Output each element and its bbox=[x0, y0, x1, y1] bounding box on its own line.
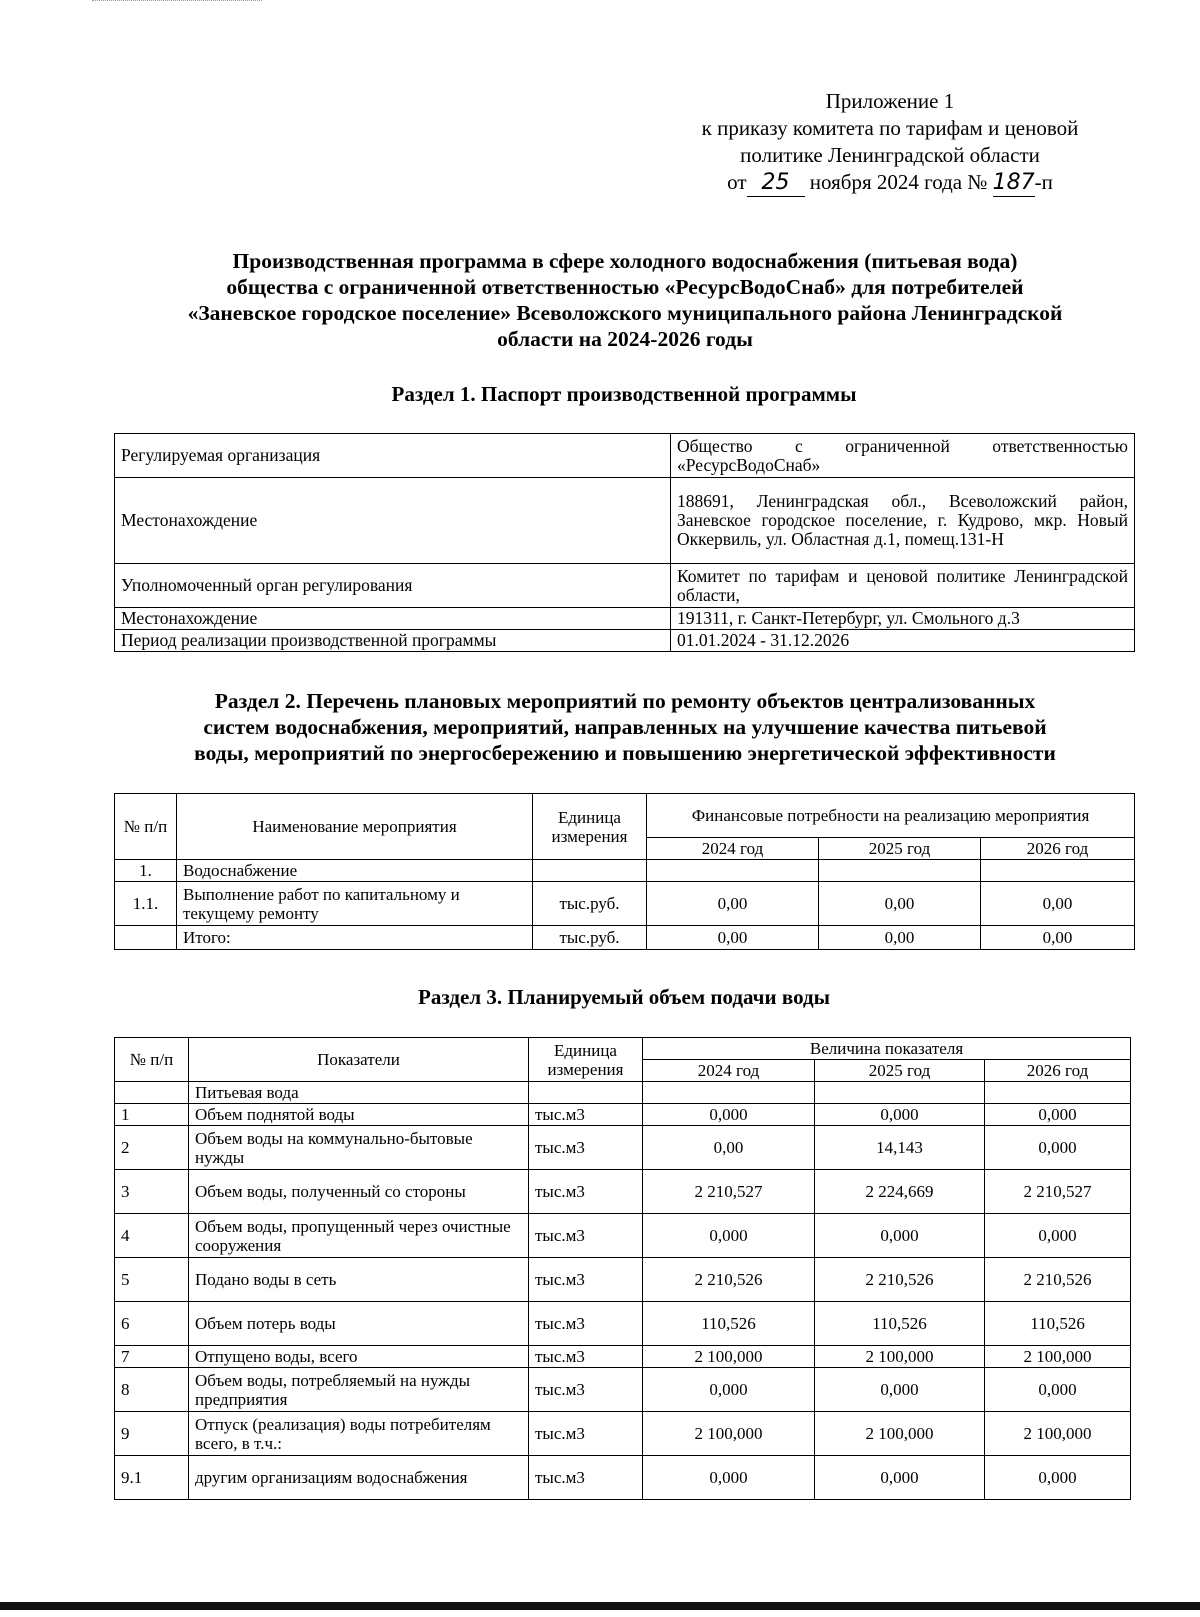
water-volume-table bbox=[114, 1037, 1131, 1500]
handwritten-number: 187 bbox=[992, 170, 1035, 195]
cell-2026: 2 100,000 bbox=[985, 1412, 1131, 1456]
header-num: № п/п bbox=[115, 794, 177, 860]
cell-2026: 0,000 bbox=[985, 1126, 1131, 1170]
cell-2026: 2 210,527 bbox=[985, 1170, 1131, 1214]
appendix-block bbox=[640, 88, 1140, 197]
cell-2025: 0,000 bbox=[815, 1214, 985, 1258]
passport-label: Регулируемая организация bbox=[115, 434, 671, 478]
handwritten-day: 25 bbox=[747, 169, 805, 197]
cell-unit: тыс.м3 bbox=[529, 1170, 643, 1214]
date-prefix: от bbox=[727, 170, 747, 194]
cell-2024: 0,00 bbox=[643, 1126, 815, 1170]
table-row bbox=[115, 1368, 1131, 1412]
cell-num: 5 bbox=[115, 1258, 189, 1302]
passport-value: Комитет по тарифам и ценовой политике Ленинградской области, bbox=[671, 564, 1135, 608]
passport-value: 188691, Ленинградская обл., Всеволожский район, Заневское городское поселение, г. Кудрово, мкр. Новый Оккервиль, ул. Областная д.1, помещ.131-Н bbox=[671, 478, 1135, 564]
cell-num: 8 bbox=[115, 1368, 189, 1412]
passport-table bbox=[114, 433, 1135, 652]
header-2026: 2026 год bbox=[981, 838, 1135, 860]
header-name: Наименование мероприятия bbox=[177, 794, 533, 860]
table-row bbox=[115, 860, 1135, 882]
cell-2024: 2 210,527 bbox=[643, 1170, 815, 1214]
cell-name: другим организациям водоснабжения bbox=[189, 1456, 529, 1500]
cell-num: 4 bbox=[115, 1214, 189, 1258]
cell-2026 bbox=[981, 860, 1135, 882]
table-row bbox=[115, 1126, 1131, 1170]
cell-2026: 0,000 bbox=[985, 1104, 1131, 1126]
cell-2024: 2 210,526 bbox=[643, 1258, 815, 1302]
table-row bbox=[115, 434, 1135, 478]
passport-label: Местонахождение bbox=[115, 478, 671, 564]
cell-2025: 0,00 bbox=[819, 882, 981, 926]
cell-2026 bbox=[985, 1082, 1131, 1104]
cell-2025 bbox=[819, 860, 981, 882]
table-row bbox=[115, 478, 1135, 564]
cell-num bbox=[115, 1082, 189, 1104]
cell-2026: 0,00 bbox=[981, 882, 1135, 926]
cell-name: Объем потерь воды bbox=[189, 1302, 529, 1346]
cell-2025: 0,000 bbox=[815, 1456, 985, 1500]
cell-2025: 2 100,000 bbox=[815, 1346, 985, 1368]
section2-heading bbox=[120, 688, 1130, 766]
table-row bbox=[115, 1412, 1131, 1456]
table-row bbox=[115, 1214, 1131, 1258]
appendix-title: Приложение 1 bbox=[825, 89, 955, 113]
cell-2025 bbox=[815, 1082, 985, 1104]
cell-unit: тыс.м3 bbox=[529, 1258, 643, 1302]
cell-num: 6 bbox=[115, 1302, 189, 1346]
cell-name: Отпуск (реализация) воды потребителям всего, в т.ч.: bbox=[189, 1412, 529, 1456]
cell-2024: 110,526 bbox=[643, 1302, 815, 1346]
table-row bbox=[115, 564, 1135, 608]
scan-artifact bbox=[92, 0, 262, 5]
title-line-4: области на 2024-2026 годы bbox=[497, 327, 753, 351]
measures-table bbox=[114, 793, 1135, 950]
cell-num: 1. bbox=[115, 860, 177, 882]
table-row bbox=[115, 1302, 1131, 1346]
cell-num bbox=[115, 926, 177, 950]
passport-value: Общество с ограниченной ответственностью «РесурсВодоСнаб» bbox=[671, 434, 1135, 478]
cell-unit: тыс.м3 bbox=[529, 1126, 643, 1170]
cell-num: 2 bbox=[115, 1126, 189, 1170]
cell-2024 bbox=[647, 860, 819, 882]
section1-heading: Раздел 1. Паспорт производственной программы bbox=[391, 382, 857, 406]
section2-heading-line-2: систем водоснабжения, мероприятий, направленных на улучшение качества питьевой bbox=[203, 715, 1047, 739]
cell-2026: 2 100,000 bbox=[985, 1346, 1131, 1368]
cell-2025: 0,000 bbox=[815, 1368, 985, 1412]
header-2024: 2024 год bbox=[647, 838, 819, 860]
cell-name: Питьевая вода bbox=[189, 1082, 529, 1104]
cell-2024: 0,00 bbox=[647, 882, 819, 926]
header-2025: 2025 год bbox=[815, 1060, 985, 1082]
cell-unit bbox=[533, 860, 647, 882]
cell-2025: 2 210,526 bbox=[815, 1258, 985, 1302]
cell-unit bbox=[529, 1082, 643, 1104]
passport-value: 01.01.2024 - 31.12.2026 bbox=[671, 630, 1135, 652]
header-2026: 2026 год bbox=[985, 1060, 1131, 1082]
cell-unit: тыс.м3 bbox=[529, 1456, 643, 1500]
passport-label: Местонахождение bbox=[115, 608, 671, 630]
table-row bbox=[115, 926, 1135, 950]
title-line-1: Производственная программа в сфере холодного водоснабжения (питьевая вода) bbox=[232, 249, 1018, 273]
cell-unit: тыс.руб. bbox=[533, 926, 647, 950]
cell-unit: тыс.м3 bbox=[529, 1302, 643, 1346]
header-value: Величина показателя bbox=[643, 1038, 1131, 1060]
cell-2025: 0,000 bbox=[815, 1104, 985, 1126]
cell-2025: 2 100,000 bbox=[815, 1412, 985, 1456]
cell-2026: 0,000 bbox=[985, 1368, 1131, 1412]
cell-2025: 0,00 bbox=[819, 926, 981, 950]
cell-2024: 2 100,000 bbox=[643, 1346, 815, 1368]
cell-2024: 0,000 bbox=[643, 1104, 815, 1126]
cell-num: 7 bbox=[115, 1346, 189, 1368]
section2-heading-line-3: воды, мероприятий по энергосбережению и повышению энергетической эффективности bbox=[194, 741, 1056, 765]
table-header-row bbox=[115, 794, 1135, 838]
cell-name: Объем воды, пропущенный через очистные сооружения bbox=[189, 1214, 529, 1258]
table-row bbox=[115, 1104, 1131, 1126]
header-2025: 2025 год bbox=[819, 838, 981, 860]
cell-name: Объем воды, потребляемый на нужды предприятия bbox=[189, 1368, 529, 1412]
cell-unit: тыс.м3 bbox=[529, 1346, 643, 1368]
cell-num: 1 bbox=[115, 1104, 189, 1126]
table-row bbox=[115, 1346, 1131, 1368]
cell-2024: 0,00 bbox=[647, 926, 819, 950]
title-line-2: общества с ограниченной ответственностью «РесурсВодоСнаб» для потребителей bbox=[226, 275, 1024, 299]
cell-2024: 0,000 bbox=[643, 1456, 815, 1500]
table-row bbox=[115, 1170, 1131, 1214]
cell-unit: тыс.м3 bbox=[529, 1214, 643, 1258]
cell-name: Итого: bbox=[177, 926, 533, 950]
number-suffix: -п bbox=[1034, 170, 1053, 194]
table-row bbox=[115, 1082, 1131, 1104]
cell-2024: 0,000 bbox=[643, 1368, 815, 1412]
cell-num: 9 bbox=[115, 1412, 189, 1456]
header-unit: Единица измерения bbox=[529, 1038, 643, 1082]
cell-name: Отпущено воды, всего bbox=[189, 1346, 529, 1368]
cell-2025: 110,526 bbox=[815, 1302, 985, 1346]
header-unit: Единица измерения bbox=[533, 794, 647, 860]
cell-2026: 110,526 bbox=[985, 1302, 1131, 1346]
cell-num: 1.1. bbox=[115, 882, 177, 926]
header-num: № п/п bbox=[115, 1038, 189, 1082]
cell-unit: тыс.м3 bbox=[529, 1104, 643, 1126]
cell-2026: 0,000 bbox=[985, 1456, 1131, 1500]
cell-2024: 2 100,000 bbox=[643, 1412, 815, 1456]
cell-num: 9.1 bbox=[115, 1456, 189, 1500]
passport-value: 191311, г. Санкт-Петербург, ул. Смольного д.3 bbox=[671, 608, 1135, 630]
cell-unit: тыс.руб. bbox=[533, 882, 647, 926]
cell-num: 3 bbox=[115, 1170, 189, 1214]
title-line-3: «Заневское городское поселение» Всеволожского муниципального района Ленинградской bbox=[187, 301, 1063, 325]
section3-heading: Раздел 3. Планируемый объем подачи воды bbox=[418, 985, 830, 1009]
date-month-year: ноября 2024 года № bbox=[809, 170, 988, 194]
cell-2026: 2 210,526 bbox=[985, 1258, 1131, 1302]
passport-label: Период реализации производственной программы bbox=[115, 630, 671, 652]
table-row bbox=[115, 608, 1135, 630]
cell-name: Объем воды на коммунально-бытовые нужды bbox=[189, 1126, 529, 1170]
cell-name: Подано воды в сеть bbox=[189, 1258, 529, 1302]
table-header-row bbox=[115, 1038, 1131, 1060]
appendix-order-line: к приказу комитета по тарифам и ценовой bbox=[701, 116, 1079, 140]
cell-2024 bbox=[643, 1082, 815, 1104]
passport-label: Уполномоченный орган регулирования bbox=[115, 564, 671, 608]
cell-name: Водоснабжение bbox=[177, 860, 533, 882]
cell-2025: 14,143 bbox=[815, 1126, 985, 1170]
appendix-authority-line: политике Ленинградской области bbox=[740, 143, 1040, 167]
cell-unit: тыс.м3 bbox=[529, 1368, 643, 1412]
section2-heading-line-1: Раздел 2. Перечень плановых мероприятий по ремонту объектов централизованных bbox=[214, 689, 1036, 713]
header-2024: 2024 год bbox=[643, 1060, 815, 1082]
document-title bbox=[120, 248, 1130, 352]
table-row bbox=[115, 630, 1135, 652]
cell-2026: 0,000 bbox=[985, 1214, 1131, 1258]
table-row bbox=[115, 882, 1135, 926]
cell-name: Объем воды, полученный со стороны bbox=[189, 1170, 529, 1214]
scan-bottom-edge bbox=[0, 1602, 1200, 1610]
cell-2024: 0,000 bbox=[643, 1214, 815, 1258]
cell-name: Выполнение работ по капитальному и текущему ремонту bbox=[177, 882, 533, 926]
table-row bbox=[115, 1258, 1131, 1302]
cell-2025: 2 224,669 bbox=[815, 1170, 985, 1214]
table-row bbox=[115, 1456, 1131, 1500]
appendix-date-line bbox=[640, 169, 1140, 197]
header-indicators: Показатели bbox=[189, 1038, 529, 1082]
cell-name: Объем поднятой воды bbox=[189, 1104, 529, 1126]
cell-2026: 0,00 bbox=[981, 926, 1135, 950]
cell-unit: тыс.м3 bbox=[529, 1412, 643, 1456]
header-finance: Финансовые потребности на реализацию мероприятия bbox=[647, 794, 1135, 838]
